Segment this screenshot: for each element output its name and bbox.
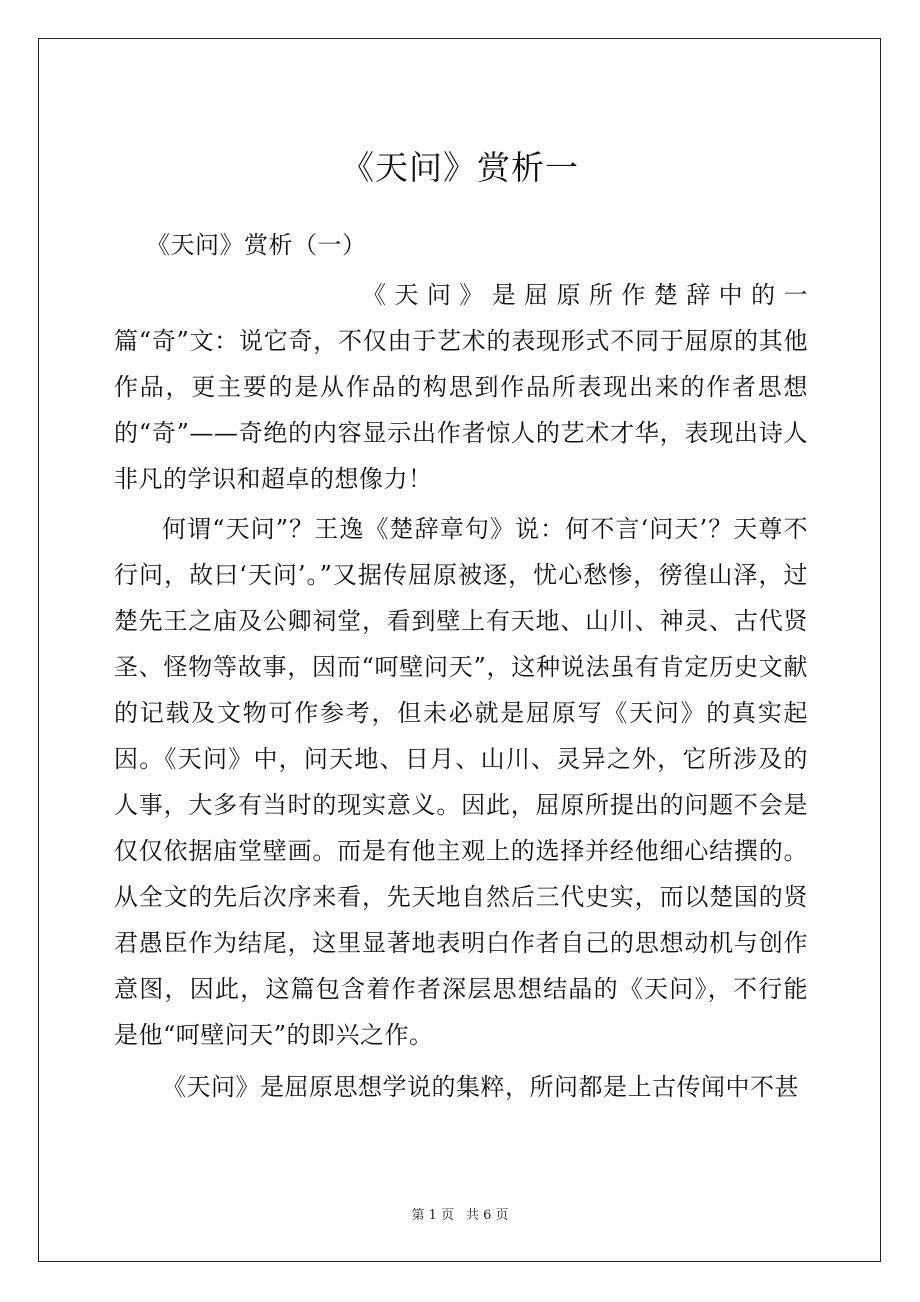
paragraph-intro: 《天问》是屈原所作楚辞中的一篇“奇”文：说它奇，不仅由于艺术的表现形式不同于屈原的其他作品，更主要的是从作品的构思到作品所表现出来的作者思想的“奇”——奇绝的内容显示出作者惊人的艺术才华，表现出诗人非凡的学识和超卓的想像力！	[114, 281, 808, 493]
page-total: 共 6 页	[466, 1208, 509, 1223]
page-number: 第 1 页	[411, 1208, 454, 1223]
document-body	[114, 222, 808, 1110]
paragraph-collection: 《天问》是屈原思想学说的集粹，所问都是上古传闻中不甚	[162, 1073, 799, 1101]
document-title: 《天问》赏析一	[341, 148, 579, 187]
paragraph-meaning: 何谓“天问”？王逸《楚辞章句》说：何不言‘问天’？天尊不行问，故曰‘天问’。”又据传屈原被逐，忧心愁惨，徬徨山泽，过楚先王之庙及公卿祠堂，看到壁上有天地、山川、神灵、古代贤圣、怪物等故事，因而“呵壁问天”，这种说法虽有肯定历史文献的记载及文物可作参考，但未必就是屈原写《天问》的真实起因。《天问》中，问天地、日月、山川、灵异之外，它所涉及的人事，大多有当时的现实意义。因此，屈原所提出的问题不会是仅仅依据庙堂壁画。而是有他主观上的选择并经他细心结撰的。从全文的先后次序来看，先天地自然后三代史实，而以楚国的贤君愚臣作为结尾，这里显著地表明白作者自己的思想动机与创作意图，因此，这篇包含着作者深层思想结晶的《天问》，不行能是他“呵壁问天”的即兴之作。	[114, 515, 808, 1049]
document-subtitle: 《天问》赏析（一）	[146, 231, 367, 259]
page-footer	[0, 1206, 920, 1226]
